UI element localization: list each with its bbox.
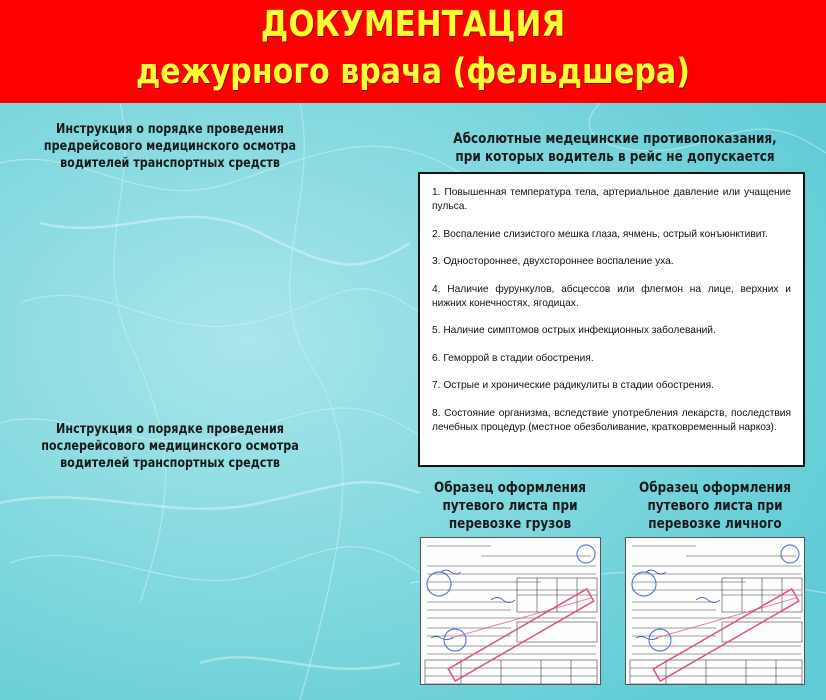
waybill-document-picture xyxy=(626,538,805,685)
contraindications-list xyxy=(418,172,805,467)
waybill-document-picture xyxy=(421,538,601,685)
heading-line: водителей транспортных средств xyxy=(60,456,280,471)
cargo-waybill-sample-image xyxy=(420,537,601,685)
heading-line: путевого листа при xyxy=(647,498,783,514)
contraindication-item: 2. Воспаление слизистого мешка глаза, ячмень, острый конъюнктивит. xyxy=(432,228,768,240)
contraindication-item: 5. Наличие симптомов острых инфекционных заболеваний. xyxy=(432,325,716,336)
personnel-waybill-sample-image xyxy=(625,537,805,685)
heading-line: путевого листа при xyxy=(442,498,578,514)
page-header xyxy=(0,0,826,103)
contraindication-item: 8. Состояние организма, вследствие употребления лекарств, последствия лечебных процедур (местное обезболивание, кратковременный наркоз). xyxy=(432,407,791,433)
header-title: ДОКУМЕНТАЦИЯ xyxy=(260,4,566,45)
contraindication-item: 3. Одностороннее, двухстороннее воспаление уха. xyxy=(432,256,674,267)
heading-line: Инструкция о порядке проведения xyxy=(56,122,284,137)
contraindications-heading xyxy=(447,130,782,166)
header-subtitle: дежурного врача (фельдшера) xyxy=(135,52,690,92)
contraindication-item: 6. Геморрой в стадии обострения. xyxy=(432,352,594,364)
contraindication-item: 4. Наличие фурункулов, абсцессов или флегмон на лице, верхних и нижних конечностях, ягодицах. xyxy=(432,283,791,309)
heading-line: предрейсового медицинского осмотра xyxy=(43,139,297,154)
heading-line: перевозке грузов xyxy=(448,516,572,532)
contraindication-item: 7. Острые и хронические радикулиты в стадии обострения. xyxy=(432,380,714,391)
heading-line: при которых водитель в рейс не допускается xyxy=(455,149,775,165)
heading-line: послерейсового медицинского осмотра xyxy=(41,439,299,454)
pre-trip-instruction-heading xyxy=(41,121,299,172)
post-trip-instruction-heading xyxy=(41,421,299,472)
contraindication-item: 1. Повышенная температура тела, артериальное давление или учащение пульса. xyxy=(432,187,791,212)
heading-line: Образец оформления xyxy=(433,480,587,496)
heading-line: Образец оформления xyxy=(638,480,792,496)
heading-line: Абсолютные медецинские противопоказания, xyxy=(453,131,777,147)
cargo-waybill-heading xyxy=(433,479,588,533)
heading-line: водителей транспортных средств xyxy=(60,156,280,171)
heading-line: Инструкция о порядке проведения xyxy=(56,422,284,437)
heading-line: перевозке личного xyxy=(648,516,782,532)
